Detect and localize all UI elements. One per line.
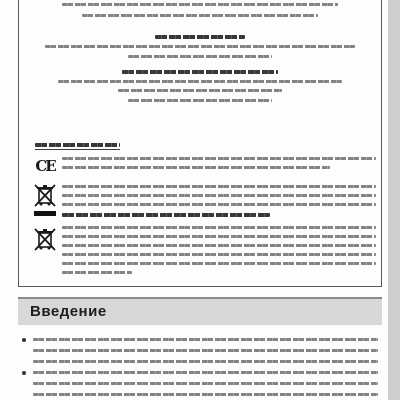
section-heading-band xyxy=(18,297,382,325)
ce-mark-icon: CE xyxy=(35,157,55,175)
crossed-bin-icon xyxy=(34,183,56,207)
text-line xyxy=(33,360,378,363)
text-line xyxy=(33,349,378,352)
text-line xyxy=(62,244,376,247)
text-line xyxy=(58,80,342,83)
crossed-bin-icon xyxy=(34,227,56,251)
text-line xyxy=(62,166,330,169)
text-line xyxy=(82,14,318,17)
text-line xyxy=(62,262,376,265)
text-line xyxy=(62,203,376,206)
text-line xyxy=(122,70,278,74)
text-line xyxy=(128,55,272,58)
text-line xyxy=(33,382,378,385)
text-line xyxy=(155,35,245,39)
text-line xyxy=(62,185,376,188)
text-line xyxy=(128,99,272,102)
text-line xyxy=(62,271,132,274)
battery-bar-icon xyxy=(34,211,56,216)
bullet-icon xyxy=(22,338,26,342)
section-heading: Введение xyxy=(30,303,107,320)
text-line xyxy=(62,226,376,229)
text-line xyxy=(62,194,376,197)
text-line xyxy=(33,371,378,374)
text-line xyxy=(62,235,376,238)
text-line xyxy=(62,157,376,160)
text-line xyxy=(118,89,282,92)
text-line xyxy=(45,45,355,48)
text-line xyxy=(62,3,338,6)
page-margin-strip xyxy=(388,0,400,400)
text-line xyxy=(33,338,378,341)
bullet-icon xyxy=(22,371,26,375)
text-line xyxy=(62,213,270,217)
text-line xyxy=(33,393,378,396)
text-line xyxy=(62,253,376,256)
text-line xyxy=(35,143,120,147)
